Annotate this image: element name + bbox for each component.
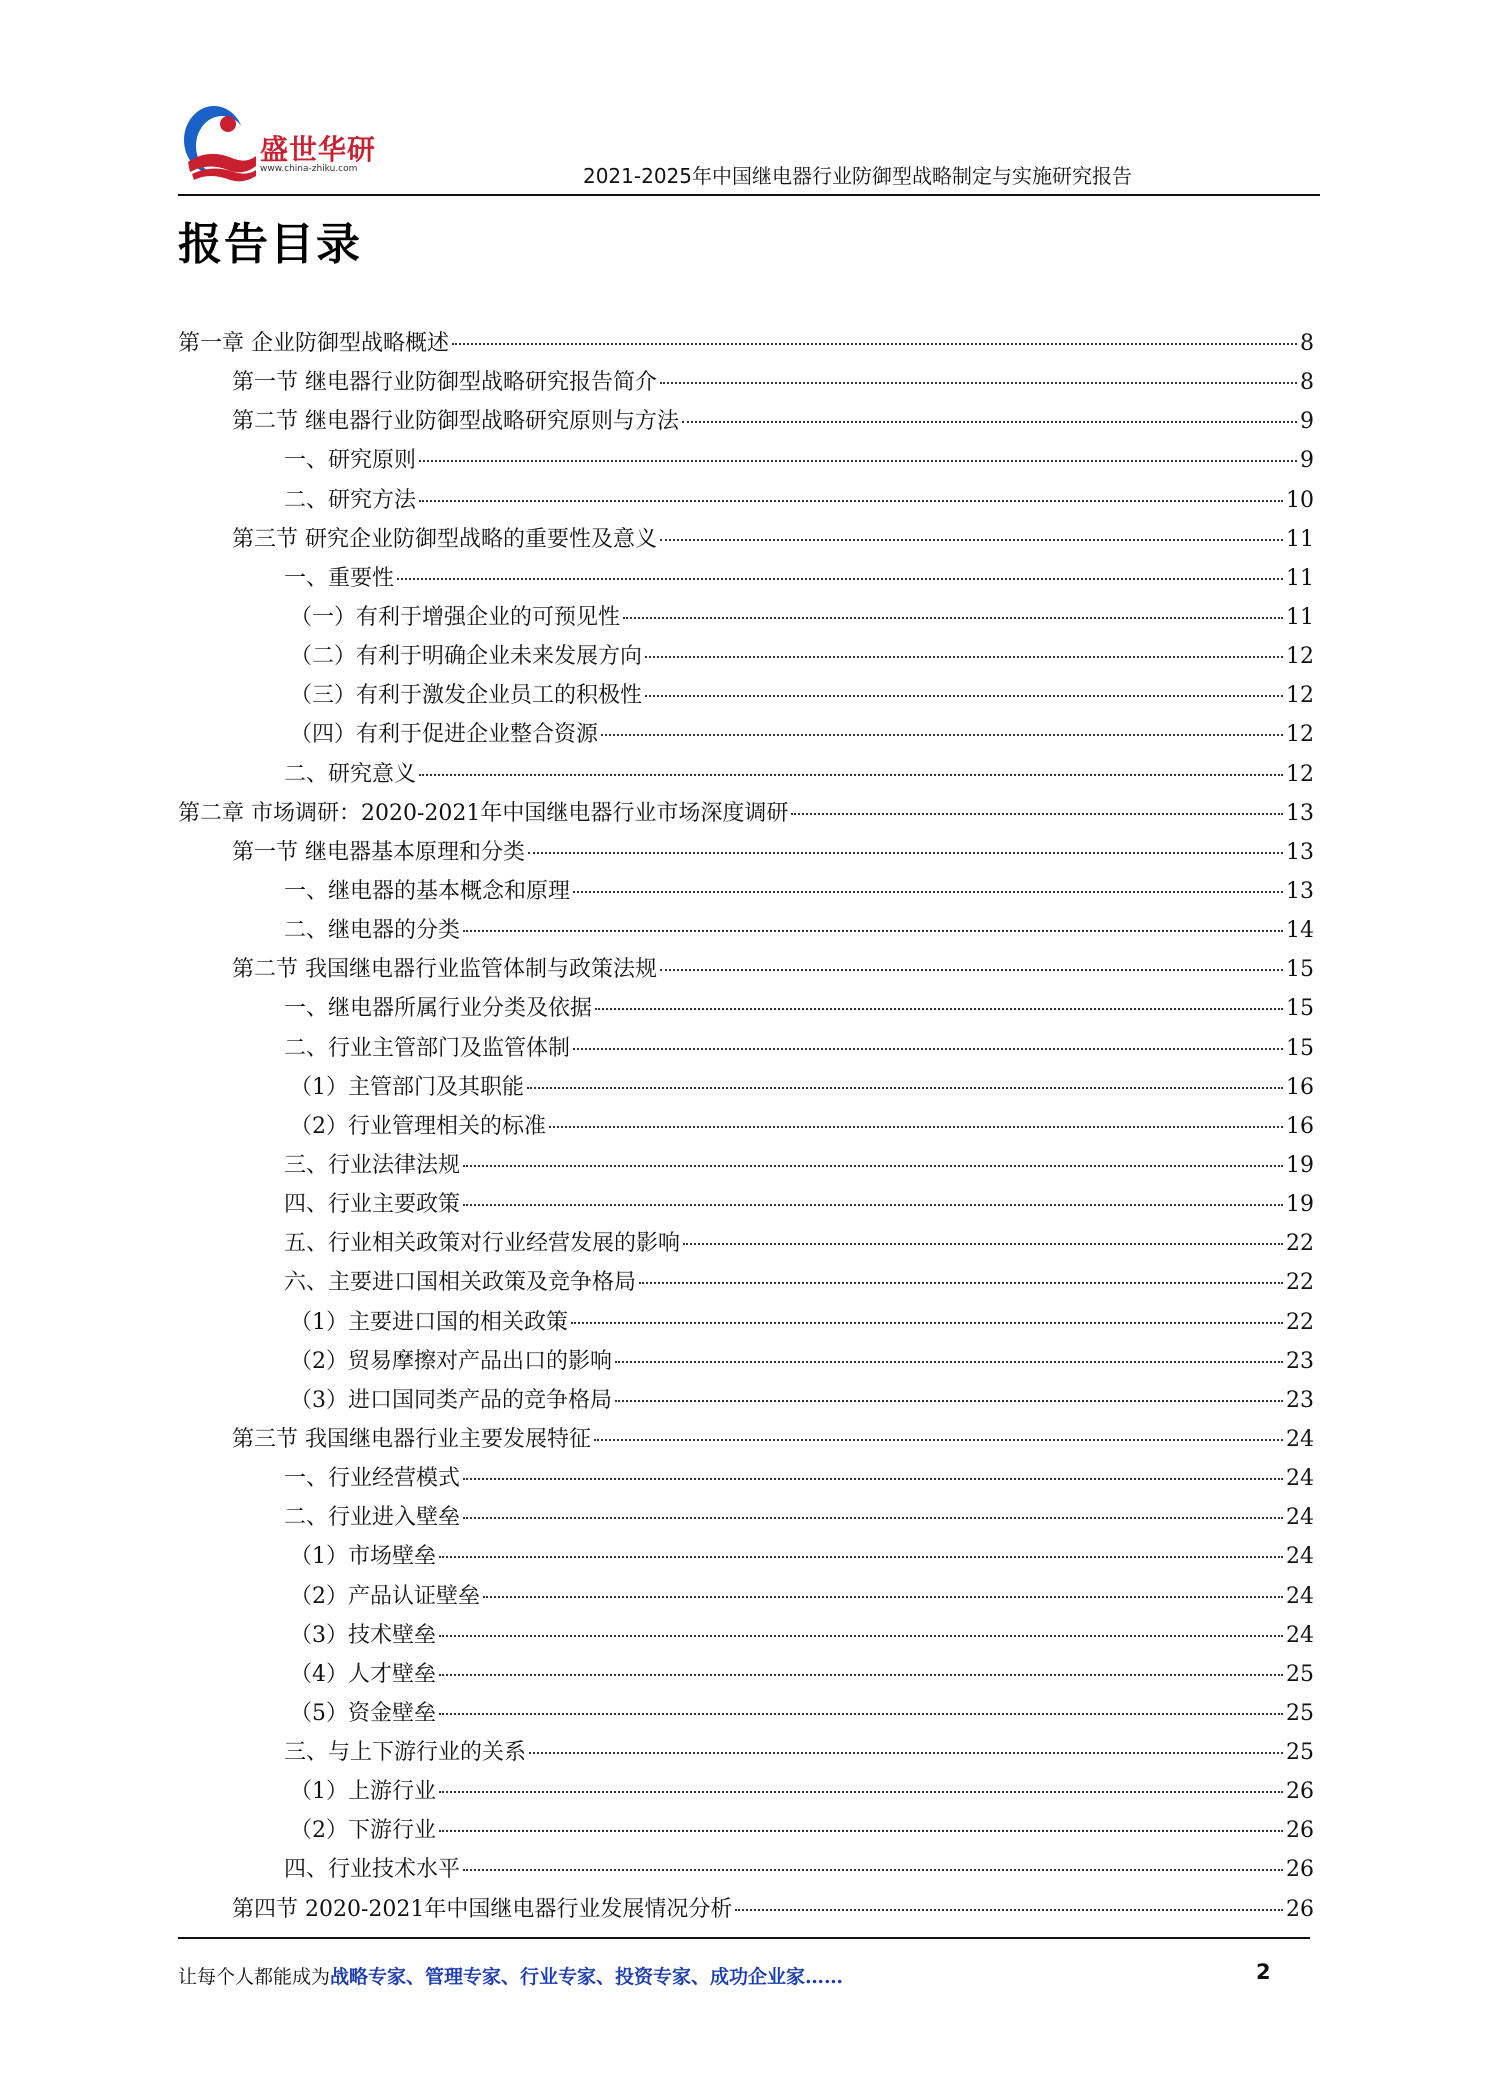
- toc-entry[interactable]: [178, 1616, 1314, 1655]
- toc-leader-dots: [463, 930, 1283, 932]
- toc-entry-page: 23: [1286, 1348, 1314, 1374]
- toc-leader-dots: [439, 1635, 1283, 1637]
- toc-leader-dots: [595, 1008, 1283, 1010]
- toc-entry-page: 24: [1286, 1583, 1314, 1609]
- toc-entry-page: 16: [1286, 1074, 1314, 1100]
- toc-entry[interactable]: [178, 1890, 1314, 1929]
- toc-entry-title: （2）行业管理相关的标准: [290, 1113, 546, 1139]
- toc-leader-dots: [439, 1791, 1283, 1793]
- toc-leader-dots: [439, 1713, 1283, 1715]
- toc-entry-title: 二、继电器的分类: [284, 918, 461, 944]
- toc-entry[interactable]: [178, 833, 1314, 872]
- toc-leader-dots: [439, 1674, 1283, 1676]
- toc-entry[interactable]: [178, 1224, 1314, 1263]
- toc-entry[interactable]: [178, 715, 1314, 754]
- toc-entry-title: 二、研究方法: [284, 487, 417, 513]
- table-of-contents: [178, 324, 1314, 1929]
- toc-leader-dots: [660, 539, 1283, 541]
- toc-entry-title: （2）产品认证壁垒: [290, 1583, 480, 1609]
- page-title: 报告目录: [178, 219, 362, 270]
- toc-leader-dots: [683, 1243, 1283, 1245]
- toc-entry-page: 15: [1286, 957, 1314, 983]
- toc-entry[interactable]: [178, 598, 1314, 637]
- toc-entry-page: 11: [1286, 565, 1314, 591]
- toc-entry-page: 12: [1286, 683, 1314, 709]
- toc-entry-page: 22: [1286, 1270, 1314, 1296]
- toc-entry[interactable]: [178, 1029, 1314, 1068]
- toc-leader-dots: [791, 813, 1283, 815]
- toc-entry-page: 24: [1286, 1426, 1314, 1452]
- toc-entry-title: 第一节 继电器基本原理和分类: [232, 839, 525, 865]
- toc-leader-dots: [529, 1752, 1283, 1754]
- toc-entry-page: 13: [1286, 878, 1314, 904]
- toc-leader-dots: [463, 1204, 1283, 1206]
- toc-entry-page: 22: [1286, 1231, 1314, 1257]
- toc-entry-page: 26: [1286, 1779, 1314, 1805]
- toc-entry-title: 五、行业相关政策对行业经营发展的影响: [284, 1231, 681, 1257]
- toc-entry-title: 一、研究原则: [284, 448, 417, 474]
- toc-entry-title: 二、研究意义: [284, 761, 417, 787]
- toc-entry-title: 第一章 企业防御型战略概述: [178, 331, 449, 356]
- toc-leader-dots: [439, 1556, 1283, 1558]
- toc-leader-dots: [463, 1869, 1283, 1871]
- toc-leader-dots: [615, 1400, 1283, 1402]
- toc-leader-dots: [397, 578, 1283, 580]
- toc-leader-dots: [419, 774, 1283, 776]
- toc-leader-dots: [639, 1282, 1283, 1284]
- toc-entry-page: 12: [1286, 644, 1314, 670]
- page-number: 2: [1256, 1960, 1271, 1984]
- company-logo: [178, 100, 408, 190]
- toc-leader-dots: [528, 852, 1283, 854]
- slogan-prefix: 让每个人都能成为: [178, 1966, 331, 1988]
- toc-entry-page: 22: [1286, 1309, 1314, 1335]
- toc-entry-title: 三、行业法律法规: [284, 1152, 461, 1178]
- toc-entry[interactable]: [178, 1068, 1314, 1107]
- toc-leader-dots: [549, 1126, 1283, 1128]
- toc-entry-page: 11: [1286, 604, 1314, 630]
- toc-leader-dots: [483, 1596, 1283, 1598]
- header-divider: [178, 194, 1320, 196]
- toc-entry[interactable]: [178, 1303, 1314, 1342]
- toc-entry[interactable]: [178, 1577, 1314, 1616]
- toc-entry-title: 第二章 市场调研：2020-2021年中国继电器行业市场深度调研: [178, 800, 789, 826]
- toc-entry[interactable]: [178, 402, 1314, 441]
- toc-entry[interactable]: [178, 324, 1314, 363]
- toc-entry-title: （2）贸易摩擦对产品出口的影响: [290, 1348, 612, 1374]
- footer-divider: [178, 1937, 1310, 1939]
- toc-entry-title: （5）资金壁垒: [290, 1700, 436, 1726]
- toc-entry-title: 第三节 研究企业防御型战略的重要性及意义: [232, 526, 657, 552]
- toc-entry-page: 26: [1286, 1896, 1314, 1922]
- toc-entry-title: （二）有利于明确企业未来发展方向: [290, 644, 643, 670]
- toc-entry-page: 24: [1286, 1505, 1314, 1531]
- toc-entry-page: 13: [1286, 800, 1314, 826]
- toc-entry[interactable]: [178, 1733, 1314, 1772]
- toc-entry[interactable]: [178, 911, 1314, 950]
- toc-entry-page: 13: [1286, 839, 1314, 865]
- toc-entry[interactable]: [178, 1811, 1314, 1850]
- toc-entry-page: 24: [1286, 1466, 1314, 1492]
- toc-entry-title: （3）技术壁垒: [290, 1622, 436, 1648]
- toc-entry-page: 11: [1286, 526, 1314, 552]
- toc-entry-page: 26: [1286, 1818, 1314, 1844]
- toc-entry-title: （1）上游行业: [290, 1779, 436, 1805]
- toc-entry-page: 15: [1286, 1035, 1314, 1061]
- toc-entry-title: 一、继电器所属行业分类及依据: [284, 996, 593, 1022]
- toc-entry[interactable]: [178, 794, 1314, 833]
- toc-entry[interactable]: [178, 363, 1314, 402]
- toc-entry-page: 12: [1286, 722, 1314, 748]
- toc-entry[interactable]: [178, 755, 1314, 794]
- toc-leader-dots: [463, 1165, 1283, 1167]
- logo-emblem-icon: [178, 100, 260, 190]
- toc-leader-dots: [573, 891, 1283, 893]
- toc-entry-title: 二、行业主管部门及监管体制: [284, 1035, 571, 1061]
- toc-leader-dots: [463, 1517, 1283, 1519]
- toc-leader-dots: [682, 421, 1297, 423]
- toc-entry-title: 第一节 继电器行业防御型战略研究报告简介: [232, 370, 657, 396]
- toc-entry-page: 9: [1300, 409, 1314, 435]
- toc-entry[interactable]: [178, 1850, 1314, 1889]
- toc-entry[interactable]: [178, 520, 1314, 559]
- toc-entry-title: 第三节 我国继电器行业主要发展特征: [232, 1426, 591, 1452]
- toc-entry-page: 8: [1300, 331, 1314, 356]
- toc-leader-dots: [439, 1830, 1283, 1832]
- toc-entry[interactable]: [178, 441, 1314, 480]
- toc-entry[interactable]: [178, 1185, 1314, 1224]
- toc-leader-dots: [615, 1361, 1283, 1363]
- toc-entry-page: 19: [1286, 1152, 1314, 1178]
- toc-entry-page: 8: [1300, 370, 1314, 396]
- page-header: [178, 100, 1320, 196]
- toc-entry-title: 第四节 2020-2021年中国继电器行业发展情况分析: [232, 1896, 733, 1922]
- toc-entry-page: 26: [1286, 1857, 1314, 1883]
- toc-entry[interactable]: [178, 1498, 1314, 1537]
- toc-entry-title: 一、重要性: [284, 565, 395, 591]
- toc-entry-title: 二、行业进入壁垒: [284, 1505, 461, 1531]
- toc-entry-page: 16: [1286, 1113, 1314, 1139]
- toc-entry[interactable]: [178, 1107, 1314, 1146]
- toc-entry-page: 12: [1286, 761, 1314, 787]
- toc-leader-dots: [527, 1087, 1283, 1089]
- toc-leader-dots: [573, 1048, 1283, 1050]
- toc-leader-dots: [660, 382, 1297, 384]
- toc-entry[interactable]: [178, 989, 1314, 1028]
- toc-entry-page: 19: [1286, 1192, 1314, 1218]
- toc-entry[interactable]: [178, 1537, 1314, 1576]
- toc-entry-title: （3）进口国同类产品的竞争格局: [290, 1387, 612, 1413]
- toc-entry[interactable]: [178, 1772, 1314, 1811]
- toc-entry[interactable]: [178, 1694, 1314, 1733]
- toc-entry-title: （1）主要进口国的相关政策: [290, 1309, 568, 1335]
- toc-entry-title: 三、与上下游行业的关系: [284, 1740, 527, 1766]
- toc-entry[interactable]: [178, 481, 1314, 520]
- toc-entry-title: （2）下游行业: [290, 1818, 436, 1844]
- toc-entry-title: 第二节 继电器行业防御型战略研究原则与方法: [232, 409, 679, 435]
- toc-leader-dots: [594, 1439, 1283, 1441]
- toc-entry[interactable]: [178, 1263, 1314, 1302]
- toc-entry-page: 23: [1286, 1387, 1314, 1413]
- toc-entry-page: 25: [1286, 1661, 1314, 1687]
- toc-entry-page: 24: [1286, 1622, 1314, 1648]
- toc-entry-page: 15: [1286, 996, 1314, 1022]
- toc-entry-title: （四）有利于促进企业整合资源: [290, 722, 599, 748]
- toc-leader-dots: [735, 1909, 1283, 1911]
- toc-entry-page: 14: [1286, 918, 1314, 944]
- toc-leader-dots: [419, 500, 1283, 502]
- toc-leader-dots: [623, 617, 1283, 619]
- toc-leader-dots: [660, 969, 1283, 971]
- logo-url: www.china-zhiku.com: [260, 164, 358, 174]
- toc-entry[interactable]: [178, 1420, 1314, 1459]
- toc-leader-dots: [419, 460, 1297, 462]
- toc-entry-page: 25: [1286, 1740, 1314, 1766]
- report-title: 2021-2025年中国继电器行业防御型战略制定与实施研究报告: [582, 164, 1132, 188]
- toc-entry-title: 四、行业主要政策: [284, 1192, 461, 1218]
- logo-name: 盛世华研: [260, 133, 377, 166]
- toc-entry-title: （4）人才壁垒: [290, 1661, 436, 1687]
- toc-entry-title: （1）主管部门及其职能: [290, 1074, 524, 1100]
- slogan-accent: 战略专家、管理专家、行业专家、投资专家、成功企业家……: [330, 1966, 844, 1988]
- toc-entry-title: （1）市场壁垒: [290, 1544, 436, 1570]
- toc-entry[interactable]: [178, 1381, 1314, 1420]
- toc-leader-dots: [601, 734, 1283, 736]
- toc-entry-page: 9: [1300, 448, 1314, 474]
- footer-slogan: [178, 1962, 843, 1989]
- toc-entry-title: 一、行业经营模式: [284, 1466, 461, 1492]
- toc-entry[interactable]: [178, 1342, 1314, 1381]
- toc-entry[interactable]: [178, 1459, 1314, 1498]
- toc-entry[interactable]: [178, 637, 1314, 676]
- toc-entry[interactable]: [178, 1146, 1314, 1185]
- toc-leader-dots: [645, 695, 1283, 697]
- toc-leader-dots: [463, 1478, 1283, 1480]
- toc-entry[interactable]: [178, 872, 1314, 911]
- toc-leader-dots: [645, 656, 1283, 658]
- toc-entry-title: 一、继电器的基本概念和原理: [284, 878, 571, 904]
- toc-leader-dots: [452, 343, 1297, 345]
- toc-entry-title: （三）有利于激发企业员工的积极性: [290, 683, 643, 709]
- toc-entry[interactable]: [178, 559, 1314, 598]
- toc-entry-title: （一）有利于增强企业的可预见性: [290, 604, 621, 630]
- toc-entry[interactable]: [178, 950, 1314, 989]
- toc-entry[interactable]: [178, 676, 1314, 715]
- toc-entry-page: 10: [1286, 487, 1314, 513]
- toc-entry-title: 第二节 我国继电器行业监管体制与政策法规: [232, 957, 657, 983]
- toc-entry-title: 四、行业技术水平: [284, 1857, 461, 1883]
- toc-entry-title: 六、主要进口国相关政策及竞争格局: [284, 1270, 637, 1296]
- toc-leader-dots: [571, 1322, 1283, 1324]
- toc-entry-page: 24: [1286, 1544, 1314, 1570]
- toc-entry-page: 25: [1286, 1700, 1314, 1726]
- toc-entry[interactable]: [178, 1655, 1314, 1694]
